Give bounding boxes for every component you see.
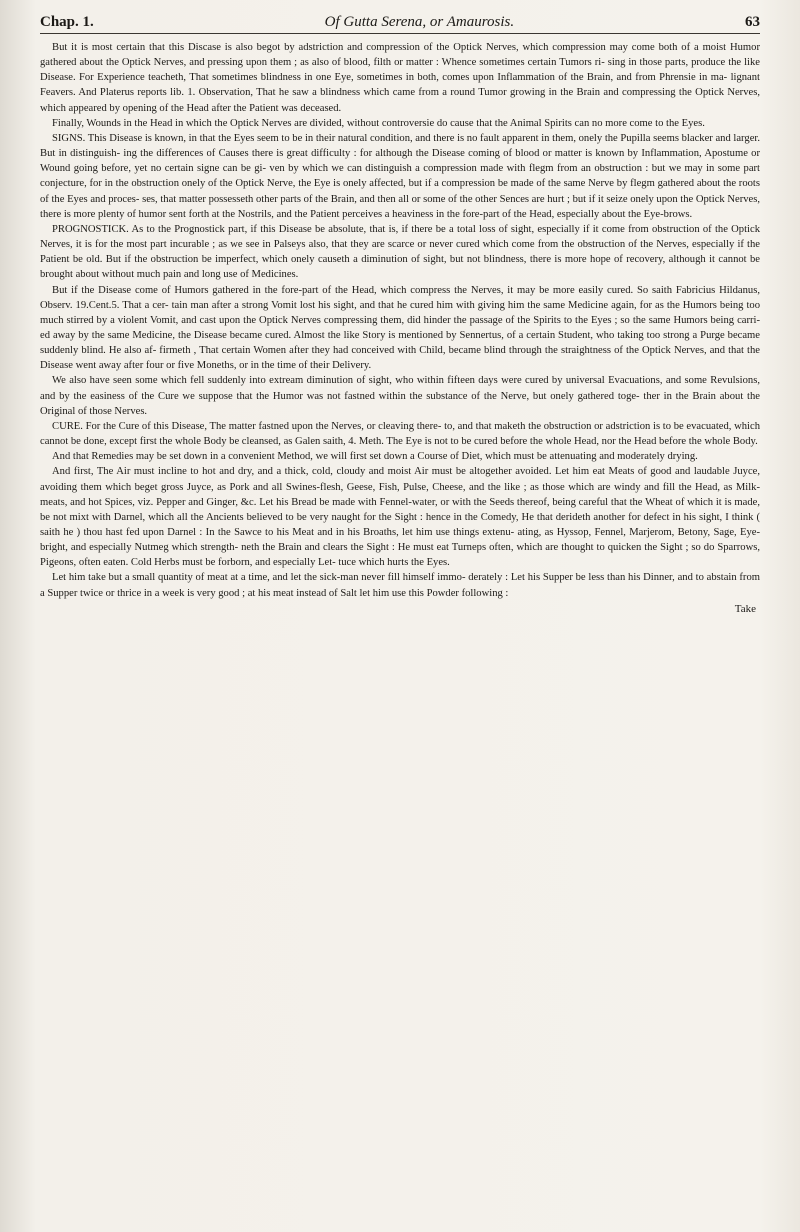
paragraph-signs: SIGNS. This Disease is known, in that the Eyes seem to be in their natural condition, and there is no fault apparent in them, onely the Pupilla seems blacker and larger. But in distinguish- ing the differences of Causes there is great difficulty : for although the Disease coming of blood or matter is known by Inflammation, Apostume or Wound going before, yet no certain signe can be gi- ven by which we can distinguish a compression made with flegm from an obstruction : but we may in some part conjecture, for in the obstruction onely of the Optick Nerve, the Eye is onely affected, but if a compression be made of the same Nerve by flegm gathered about the roots of the Eyes and proces- ses, that matter possesseth other parts of the Brain, and then all or some of the other Sences are hurt ; but if it seize onely upon the Optick Nerves, there is more plenty of humor sent forth at the Nostrils, and the Patient perceives a heaviness in the fore-part of the Head, especially about the Eye-brows. — [40, 132, 760, 220]
paragraph-wounds: Finally, Wounds in the Head in which the Optick Nerves are divided, without controversie do cause that the Animal Spirits can no more come to the Eyes. — [52, 117, 705, 129]
running-header — [40, 14, 760, 34]
paragraph-meat-quantity: Let him take but a small quantity of meat at a time, and let the sick-man never fill himself immo- derately : Let his Supper be less than his Dinner, and to abstain from a Supper twice or thrice in a week is very good ; at his meat instead of Salt let him use this Powder following : — [40, 572, 760, 599]
paragraph-prognostick: PROGNOSTICK. As to the Prognostick part, if this Disease be absolute, that is, if there be a total loss of sight, especially if it come from obstruction of the Optick Nerves, it is for the most part incurable ; as we see in Palseys also, that they are scarce or never cured which come from the obstruction of the Nerves, especially if the Patient be old. But if the obstruction be imperfect, which onely causeth a diminution of sight, but not blindness, there is more hope of recovery, although it cannot be brought about without much pain and long use of Medicines. — [40, 223, 760, 281]
catchword: Take — [734, 602, 756, 615]
paragraph-causes: But it is most certain that this Discase is also begot by adstriction and compression of the Optick Nerves, which compression may come both of a moist Humor gathered about the Optick Nerves, and pressing upon them ; as also of blood, filth or matter : Whence sometimes certain Tumors ri- sing in those parts, produce the like Disease. For Experience teacheth, That sometimes blindness in one Eye, sometimes in both, comes upon Inflammation of the Brain, and from Phrensie in ma- lignant Feavers. And Platerus reports lib. 1. Observation, That he saw a blindness which came from a round Tumor growing in the Brain and compressing the Optick Nerves, which appeared by opening of the Head after the Patient was deceased. — [40, 42, 760, 114]
paragraph-humors: But if the Disease come of Humors gathered in the fore-part of the Head, which compress the Nerves, it may be more easily cured. So saith Fabricius Hildanus, Observ. 19.Cent.5. That a cer- tain man after a strong Vomit lost his sight, and that he cured him with giving him the same Medicine again, for as the Humors being too much stirred by a violent Vomit, and cast upon the Optick Nerves compressing them, did hinder the passage of the Spirits to the Eyes ; so the same Humors being carri- ed away by the same Medicine, the Disease became cured. Almost the like Story is mentioned by Sennertus, of a certain Student, who taking too strong a Purge became suddenly blind. He also af- firmeth , That certain Women after they had conceived with Child, became blind through the straightness of the Optick Nerves, and that the Disease went away after four or five Moneths, or in the time of their Delivery. — [40, 284, 760, 372]
running-title: Of Gutta Serena, or Amaurosis. — [324, 14, 515, 30]
paragraph-diet: And first, The Air must incline to hot and dry, and a thick, cold, cloudy and moist Air must be altogether avoided. Let him eat Meats of good and laudable Juyce, avoiding them which beget gross Juyce, as Pork and all Swines-flesh, Geese, Fish, Pulse, Cheese, and the like ; as those which are windy and fill the Head, as Milk-meats, and hot Spices, viz. Pepper and Ginger, &c. Let his Bread be made with Fennel-water, or with the Seeds thereof, being careful that the Wheat of which it is made, be not mixt with Darnel, which all the Ancients believed to be very naught for the Sight : hence in the Comedy, He that derideth another for defect in his sight, I think ( saith he ) thou hast fed upon Darnel : In the Sawce to his Meat and in his Broaths, let him use things extenu- ating, as Hyssop, Fennel, Marjerom, Betony, Sage, Eye-bright, and especially Nutmeg which strength- neth the Brain and clears the Sight : He must eat Turneps often, which are thought to quicken the Sight ; so do Sparrows, Pigeons, often eaten. Cold Herbs must be forborn, and especially Let- tuce which hurts the Eyes. — [40, 466, 760, 569]
paragraph-method: And that Remedies may be set down in a convenient Method, we will first set down a Course of Diet, which must be attenuating and moderately drying. — [52, 451, 698, 463]
chapter-label: Chap. 1. — [40, 14, 94, 30]
page-number: 63 — [745, 14, 760, 30]
paragraph-cure: CURE. For the Cure of this Disease, The matter fastned upon the Nerves, or cleaving there- to, and that maketh the obstruction or adstriction is to be evacuated, which cannot be done, except first the whole Body be cleansed, as Galen saith, 4. Meth. The Eye is not to be cured before the whole Head, nor the Head before the whole Body. — [40, 420, 760, 448]
paragraph-evacuations: We also have seen some which fell suddenly into extream diminution of sight, who within fifteen days were cured by universal Evacuations, and some Revulsions, and by the easiness of the Cure we suppose that the Humor was not fastned within the substance of the Nerve, but onely gathered toge- ther in the Brain about the Original of those Nerves. — [40, 375, 760, 417]
body-text — [40, 40, 760, 601]
